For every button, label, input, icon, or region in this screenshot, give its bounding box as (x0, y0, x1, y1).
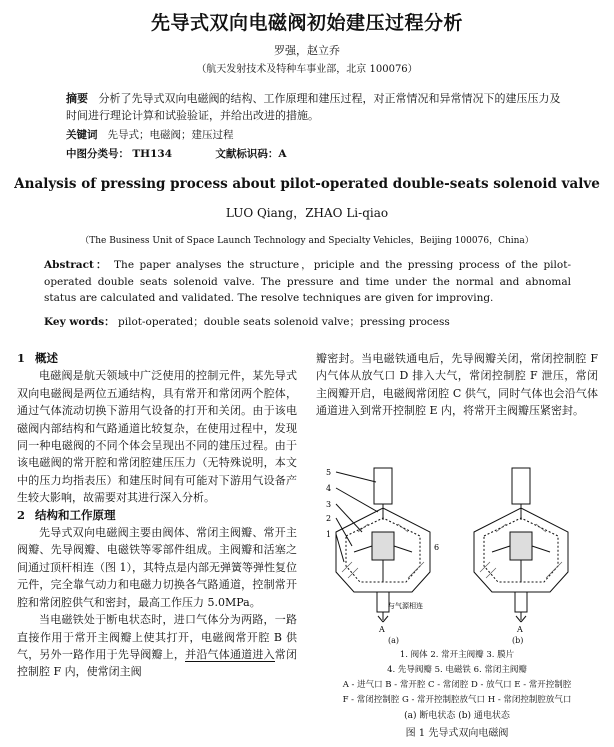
inlet-label-b: A (517, 625, 523, 634)
solenoid-body-b (512, 468, 530, 504)
para-text-a: 当电磁铁处于断电状态时，进口气体分为两路，一路直接作用于常开主阀瓣上使其打开，电磁阀常开腔 B 供气，另外一路作用于先导阀瓣上， (17, 613, 297, 661)
abstract-cn (66, 90, 571, 124)
section-1-number: 1 (17, 351, 26, 365)
section-1-title: 概述 (35, 351, 59, 365)
abstract-cn-text: 分析了先导式双向电磁阀的结构、工作原理和建压过程，对正常情况和异常情况下的建压压力及时间进行理论计算和试验验证，并给出改进的措施。 (66, 92, 561, 122)
english-abstract-label: Abstract： (44, 259, 109, 271)
inlet-label-a: A (379, 625, 385, 634)
paper-title: 先导式双向电磁阀初始建压过程分析 (150, 12, 463, 34)
inlet-note: 与气源相连 (388, 602, 423, 610)
english-keywords-text: pilot-operated；double seats solenoid valve；pressing process (118, 316, 450, 328)
clc-value: TH134 (132, 148, 172, 160)
english-keywords-label: Key words： (44, 316, 115, 328)
keywords-cn (66, 127, 234, 142)
figure-legend-2: 4. 先导阀瓣 5. 电磁铁 6. 常闭主阀瓣 (387, 665, 527, 675)
english-authors: LUO Qiang，ZHAO Li-qiao (225, 206, 389, 220)
section-2-paragraph-2 (17, 611, 297, 681)
valve-diagram-a (336, 468, 430, 622)
keywords-cn-text: 先导式；电磁阀；建压过程 (107, 129, 234, 141)
english-abstract (44, 257, 571, 307)
section-2-heading (17, 507, 297, 524)
callout-2: 2 (326, 514, 332, 523)
abstract-cn-label: 摘要 (66, 92, 88, 105)
classification (66, 146, 287, 161)
figure-caption: 图 1 先导式双向电磁阀 (405, 728, 509, 739)
figure-legend-4: F - 常闭控制腔 G - 常开控制腔放气口 H - 常闭控制腔放气口 (342, 695, 572, 705)
english-abstract-text: The paper analyses the structure，priciple and the pressing process of the pilot-operated double seats solenoid valve. The pressure and time under the normal and abnomal status are calculated and validated. The resolve techniques are given for improving. (44, 259, 571, 304)
english-affiliation: （The Business Unit of Space Launch Technology and Specialty Vehicles，Beijing 100076，China） (80, 236, 534, 246)
callout-6: 6 (434, 543, 440, 552)
right-column (316, 350, 598, 420)
section-1-heading (17, 350, 297, 367)
section-2-title: 结构和工作原理 (35, 507, 116, 522)
callout-4: 4 (326, 484, 332, 493)
figure-legend-3: A - 进气口 B - 常开腔 C - 常闭腔 D - 放气口 E - 常开控制腔 (342, 680, 572, 690)
section-2-paragraph-1: 先导式双向电磁阀主要由阀体、常闭主阀瓣、常开主阀瓣、先导阀瓣、电磁铁等零部件组成。主阀瓣和活塞之间通过顶杆相连（图 1），其特点是内部无弹簧等弹性复位元件，完全靠气动力和电磁力切换各气路通道，控制常开腔和常闭腔供气和密封，最高工作压力 5.0MPa。 (17, 526, 297, 609)
doc-code-label: 文献标识码： (215, 148, 279, 160)
keywords-cn-label: 关键词 (66, 129, 98, 141)
authors: 罗强，赵立乔 (274, 44, 340, 57)
subfigure-a-label: (a) (388, 636, 400, 645)
section-2-number: 2 (17, 507, 26, 522)
right-column-paragraph: 瓣密封。当电磁铁通电后，先导阀瓣关闭，常闭控制腔 F 内气体从放气口 D 排入大气，常闭控制腔 F 泄压，常闭主阀瓣开启，电磁阀常闭腔 C 供气，同时气体也会沿气体通道进入到常开控制腔 E 内，将常开主阀瓣压紧密封。 (316, 352, 598, 418)
section-1-paragraph: 电磁阀是航天领域中广泛使用的控制元件，某先导式双向电磁阀是两位五通结构，具有常开和常闭两个腔体，通过气体流动切换下游用气设备的打开和关闭。由于该电磁阀内部结构和气路通道比较复杂，在使用过程中，发现同一种电磁阀的不同个体会呈现出不同的建压过程。由于该电磁阀的常开腔和常闭腔建压压力（无特殊说明，本文中的压力均指表压）和建压时间有可能对下游用气设备产生较大影响，故需要对其进行深入分析。 (17, 369, 297, 505)
doc-code-value: A (278, 148, 287, 160)
callout-5: 5 (326, 468, 332, 477)
callout-3: 3 (326, 500, 332, 509)
subfigure-b-label: (b) (512, 636, 524, 645)
solenoid-body-a (374, 468, 392, 504)
para-text-underlined: 并沿气体通道进入 (185, 647, 275, 661)
english-keywords (44, 314, 450, 329)
valve-figure (322, 462, 592, 642)
figure-legend-1: 1. 阀体 2. 常开主阀瓣 3. 膜片 (399, 650, 515, 660)
affiliation: （航天发射技术及特种车事业部，北京 100076） (196, 64, 418, 75)
valve-diagram-b (474, 468, 568, 622)
callout-1: 1 (326, 530, 332, 539)
left-column (17, 350, 297, 681)
clc-label: 中图分类号： (66, 148, 129, 160)
english-title: Analysis of pressing process about pilot-operated double-seats solenoid valve (14, 176, 600, 192)
para-text-c: 常闭控制腔 F 内，使常闭主阀 (17, 647, 298, 679)
figure-legend-5: (a) 断电状态 (b) 通电状态 (404, 711, 510, 721)
